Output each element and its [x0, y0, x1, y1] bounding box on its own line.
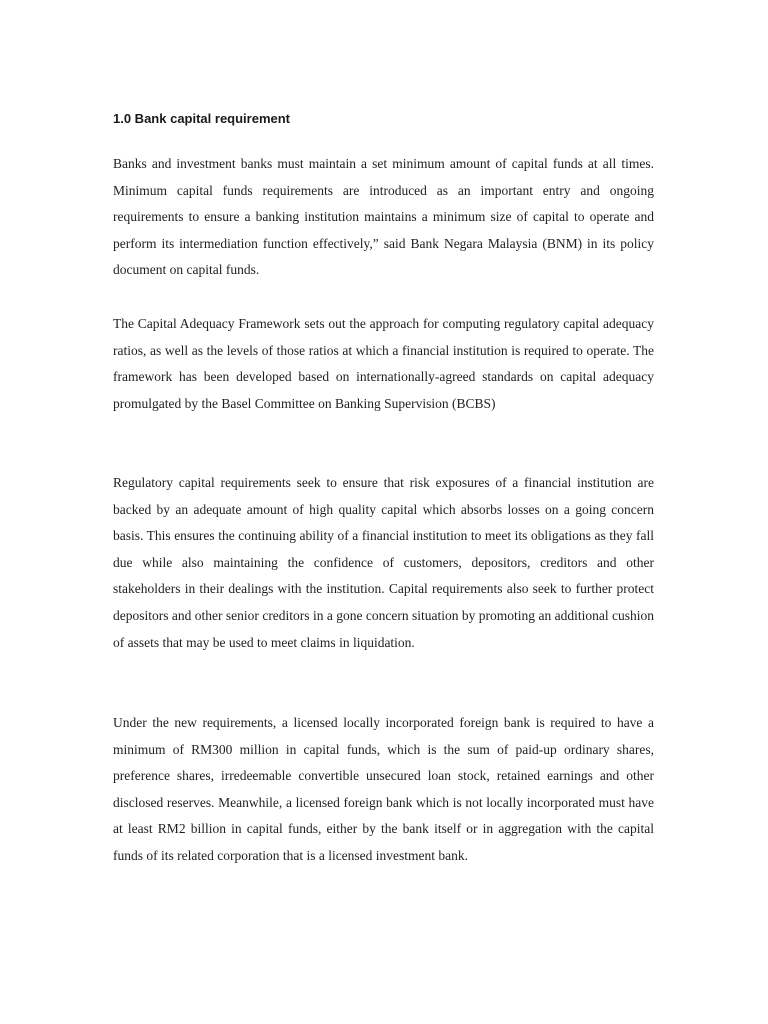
paragraph-minimum-capital: Banks and investment banks must maintain a set minimum amount of capital funds at all times. Minimum capital funds requirements are introduced as an important entry and ongoing requirements to ensure a banking institution maintains a minimum size of capital to operate and perform its intermediation function effectively,” said Bank Negara Malaysia (BNM) in its policy document on capital funds. [113, 156, 654, 278]
paragraph-capital-adequacy-framework: The Capital Adequacy Framework sets out the approach for computing regulatory capital adequacy ratios, as well as the levels of those ratios at which a financial institution is required to operate. The framework has been developed based on internationally-agreed standards on capital adequacy promulgated by the Basel Committee on Banking Supervision (BCBS) [113, 316, 654, 411]
paragraph-new-requirements: Under the new requirements, a licensed locally incorporated foreign bank is required to have a minimum of RM300 million in capital funds, which is the sum of paid-up ordinary shares, preference shares, irredeemable convertible unsecured loan stock, retained earnings and other disclosed reserves. Meanwhile, a licensed foreign bank which is not locally incorporated must have at least RM2 billion in capital funds, either by the bank itself or in aggregation with the capital funds of its related corporation that is a licensed investment bank. [113, 715, 654, 863]
paragraph-regulatory-requirements: Regulatory capital requirements seek to ensure that risk exposures of a financial institution are backed by an adequate amount of high quality capital which absorbs losses on a going concern basis. This ensures the continuing ability of a financial institution to meet its obligations as they fall due while also maintaining the confidence of customers, depositors, creditors and other stakeholders in their dealings with the institution. Capital requirements also seek to further protect depositors and other senior creditors in a gone concern situation by promoting an additional cushion of assets that may be used to meet claims in liquidation. [113, 475, 654, 650]
section-heading: 1.0 Bank capital requirement [113, 111, 291, 126]
